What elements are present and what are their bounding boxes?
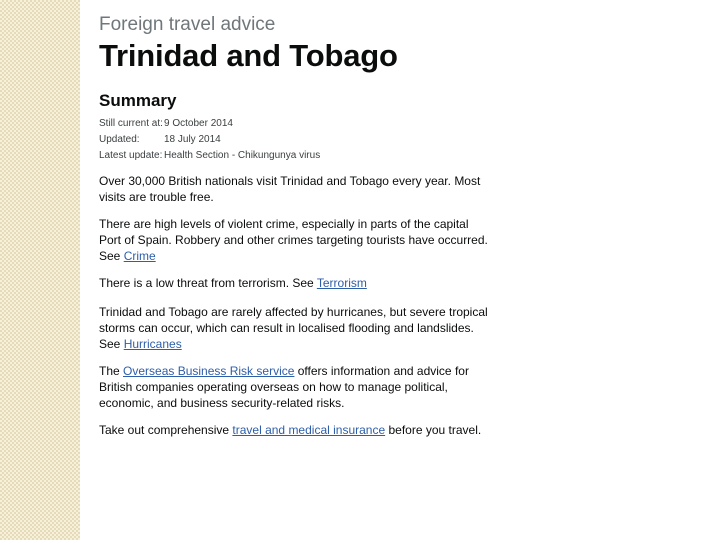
meta-row-latest-update	[99, 148, 489, 164]
business-risk-text-post: offers information and advice for British companies operating overseas on how to manage political, economic, and business security-related risks.	[99, 364, 469, 410]
business-risk-link[interactable]: Overseas Business Risk service	[123, 364, 295, 378]
meta-value: 9 October 2014	[164, 118, 233, 129]
decorative-side-pattern	[0, 0, 80, 540]
terrorism-text: There is a low threat from terrorism. See	[99, 276, 317, 290]
travel-advice-content	[99, 12, 489, 449]
insurance-paragraph	[99, 422, 489, 438]
meta-row-updated	[99, 132, 489, 148]
business-risk-paragraph	[99, 363, 489, 411]
meta-label: Latest update:	[99, 150, 163, 161]
page-title: Trinidad and Tobago	[99, 38, 398, 73]
hurricanes-text: Trinidad and Tobago are rarely affected by hurricanes, but severe tropical storms can occur, which can result in localised flooding and landslides. See	[99, 305, 488, 351]
update-metadata	[99, 116, 489, 164]
meta-label: Still current at:	[99, 118, 163, 129]
crime-link[interactable]: Crime	[123, 249, 156, 263]
insurance-text-pre: Take out comprehensive	[99, 423, 233, 437]
meta-value: 18 July 2014	[164, 134, 221, 145]
meta-value: Health Section - Chikungunya virus	[164, 150, 321, 161]
breadcrumb[interactable]: Foreign travel advice	[99, 14, 276, 35]
insurance-text-post: before you travel.	[385, 423, 482, 437]
hurricanes-link[interactable]: Hurricanes	[123, 337, 182, 351]
visitors-paragraph: Over 30,000 British nationals visit Trinidad and Tobago every year. Most visits are trouble free.	[99, 174, 481, 204]
section-title: Summary	[99, 91, 177, 110]
meta-row-still-current	[99, 116, 489, 132]
crime-text: There are high levels of violent crime, especially in parts of the capital Port of Spain. Robbery and other crimes targeting tourists have occurred. See	[99, 217, 488, 263]
business-risk-text-pre: The	[99, 364, 124, 378]
hurricanes-paragraph	[99, 304, 489, 352]
insurance-link[interactable]: travel and medical insurance	[232, 423, 386, 437]
terrorism-paragraph	[99, 275, 489, 291]
meta-label: Updated:	[99, 134, 140, 145]
terrorism-link[interactable]: Terrorism	[316, 276, 367, 290]
crime-paragraph	[99, 216, 489, 264]
